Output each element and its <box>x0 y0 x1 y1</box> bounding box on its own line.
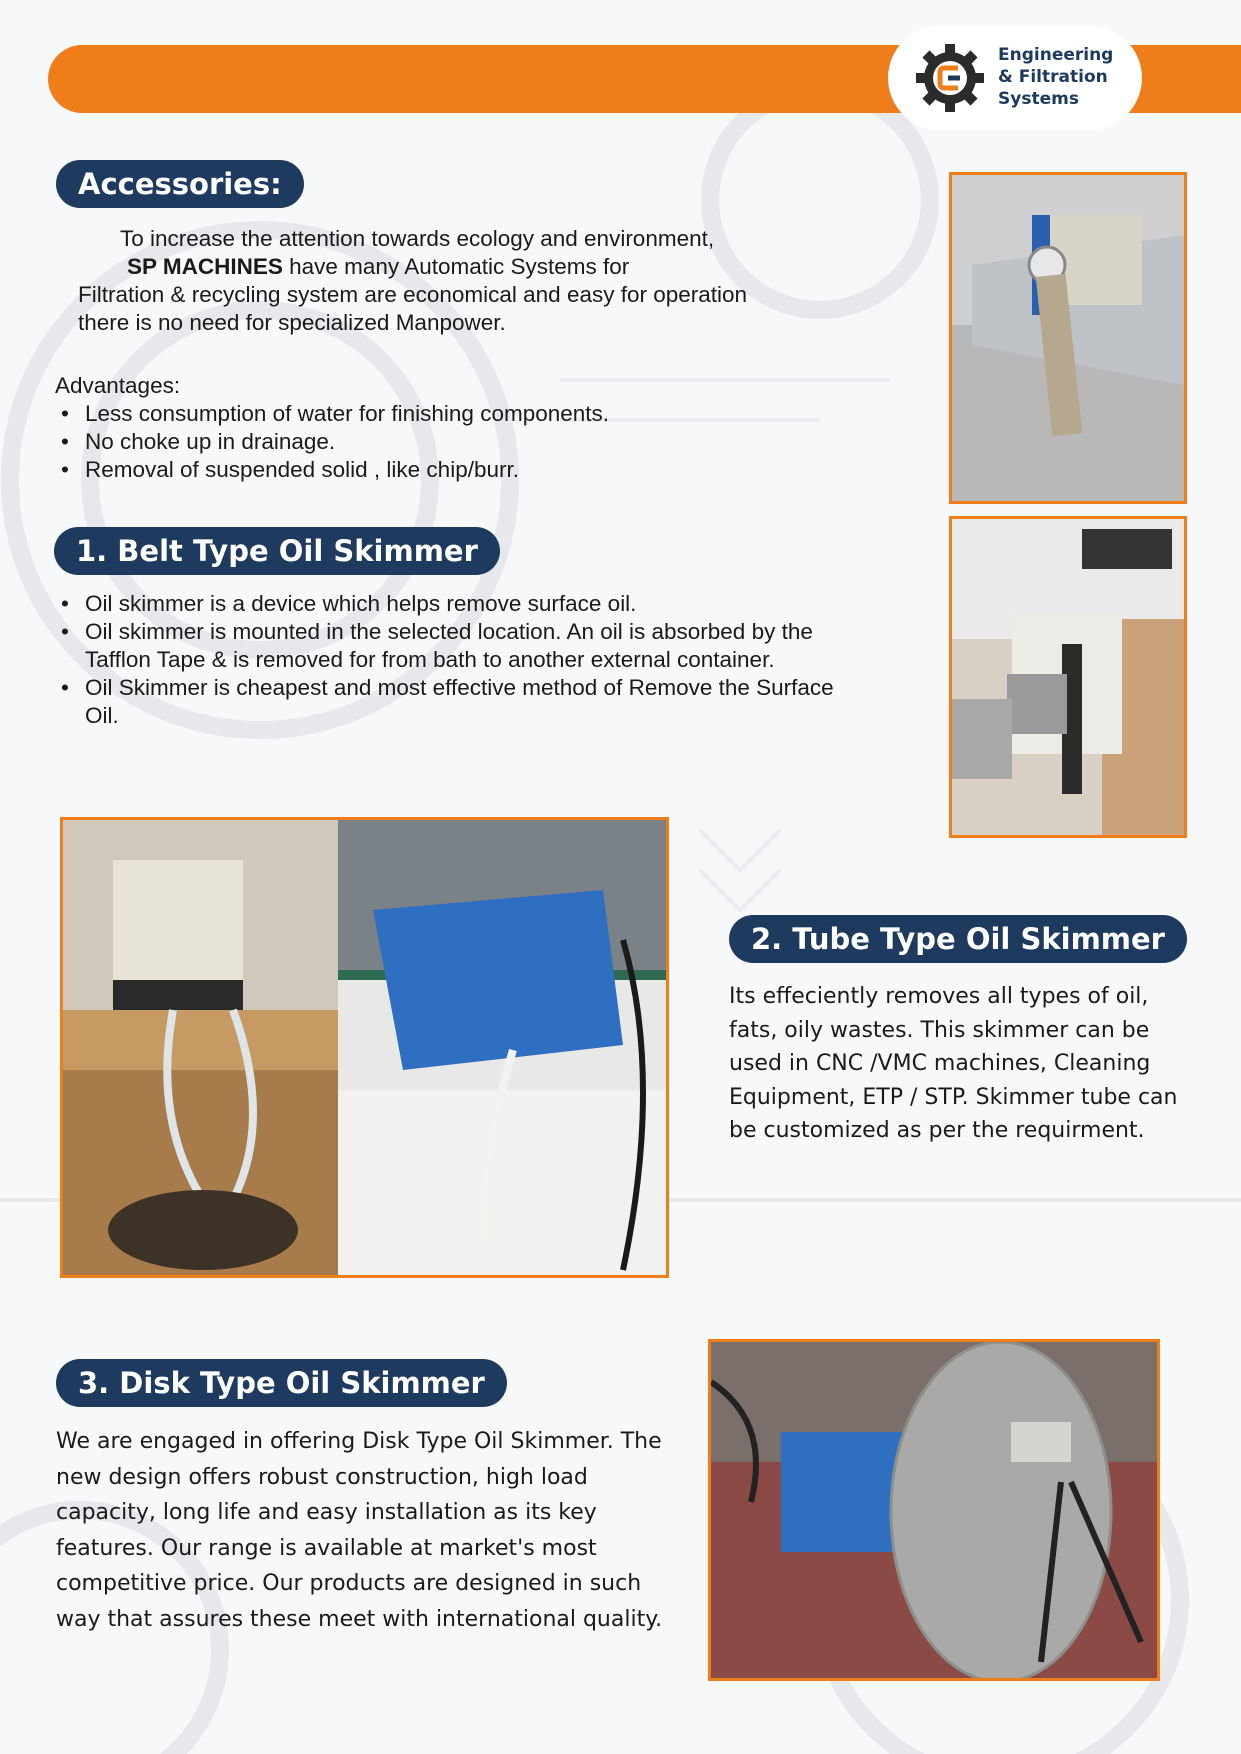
list-item: • Oil skimmer is mounted in the selected location. An oil is absorbed by the Tafflon Tape & is removed for from bath to another external container. <box>55 618 835 674</box>
belt-skimmer-photo-bottom <box>949 516 1187 838</box>
list-item: • Oil Skimmer is cheapest and most effective method of Remove the Surface Oil. <box>55 674 835 730</box>
logo-line-3: Systems <box>998 89 1079 109</box>
list-item: • Oil skimmer is a device which helps remove surface oil. <box>55 590 835 618</box>
intro-line-3: Filtration & recycling system are economical and easy for operation <box>78 282 748 307</box>
disk-skimmer-description: We are engaged in offering Disk Type Oil Skimmer. The new design offers robust construction, high load capacity, long life and easy installation as its key features. Our range is available at market's most competitive price. Our products are designed in such way that assures these meet with international quality. <box>56 1429 663 1632</box>
disk-skimmer-image <box>711 1342 1157 1678</box>
accessories-heading: Accessories: <box>56 160 304 208</box>
advantages-block <box>55 372 815 484</box>
tube-skimmer-description: Its effeciently removes all types of oil, fats, oily wastes. This skimmer can be used in CNC /VMC machines, Cleaning Equipment, ETP / STP. Skimmer tube can be customized as per the requirment. <box>729 984 1178 1143</box>
logo-line-1: Engineering <box>998 45 1114 65</box>
intro-line-2-rest: have many Automatic Systems for <box>282 254 630 279</box>
belt-list <box>55 590 835 730</box>
disk-skimmer-heading: 3. Disk Type Oil Skimmer <box>56 1359 507 1407</box>
belt-skimmer-bullets <box>55 590 835 730</box>
list-item: • No choke up in drainage. <box>55 428 815 456</box>
tube-skimmer-heading: 2. Tube Type Oil Skimmer <box>729 915 1187 963</box>
intro-line-1: To increase the attention towards ecology and environment, <box>120 226 715 251</box>
tube-skimmer-photo <box>60 817 669 1278</box>
accessories-intro <box>78 225 858 337</box>
belt-skimmer-image <box>952 175 1184 501</box>
company-name: SP MACHINES <box>127 254 283 279</box>
disk-skimmer-photo <box>708 1339 1160 1681</box>
intro-line-2 <box>78 253 858 281</box>
gear-logo-icon <box>914 42 986 114</box>
list-item: • Removal of suspended solid , like chip/burr. <box>55 456 815 484</box>
belt-skimmer-photo-top <box>949 172 1187 504</box>
logo-line-2: & Filtration <box>998 67 1108 87</box>
belt-skimmer-heading: 1. Belt Type Oil Skimmer <box>54 527 500 575</box>
intro-line-4: there is no need for specialized Manpower. <box>78 310 506 335</box>
advantages-label: Advantages: <box>55 373 181 398</box>
belt-skimmer-image-2 <box>952 519 1184 835</box>
tube-skimmer-image <box>63 820 666 1275</box>
list-item: • Less consumption of water for finishing components. <box>55 400 815 428</box>
advantages-list <box>55 400 815 484</box>
company-logo <box>890 28 1140 128</box>
